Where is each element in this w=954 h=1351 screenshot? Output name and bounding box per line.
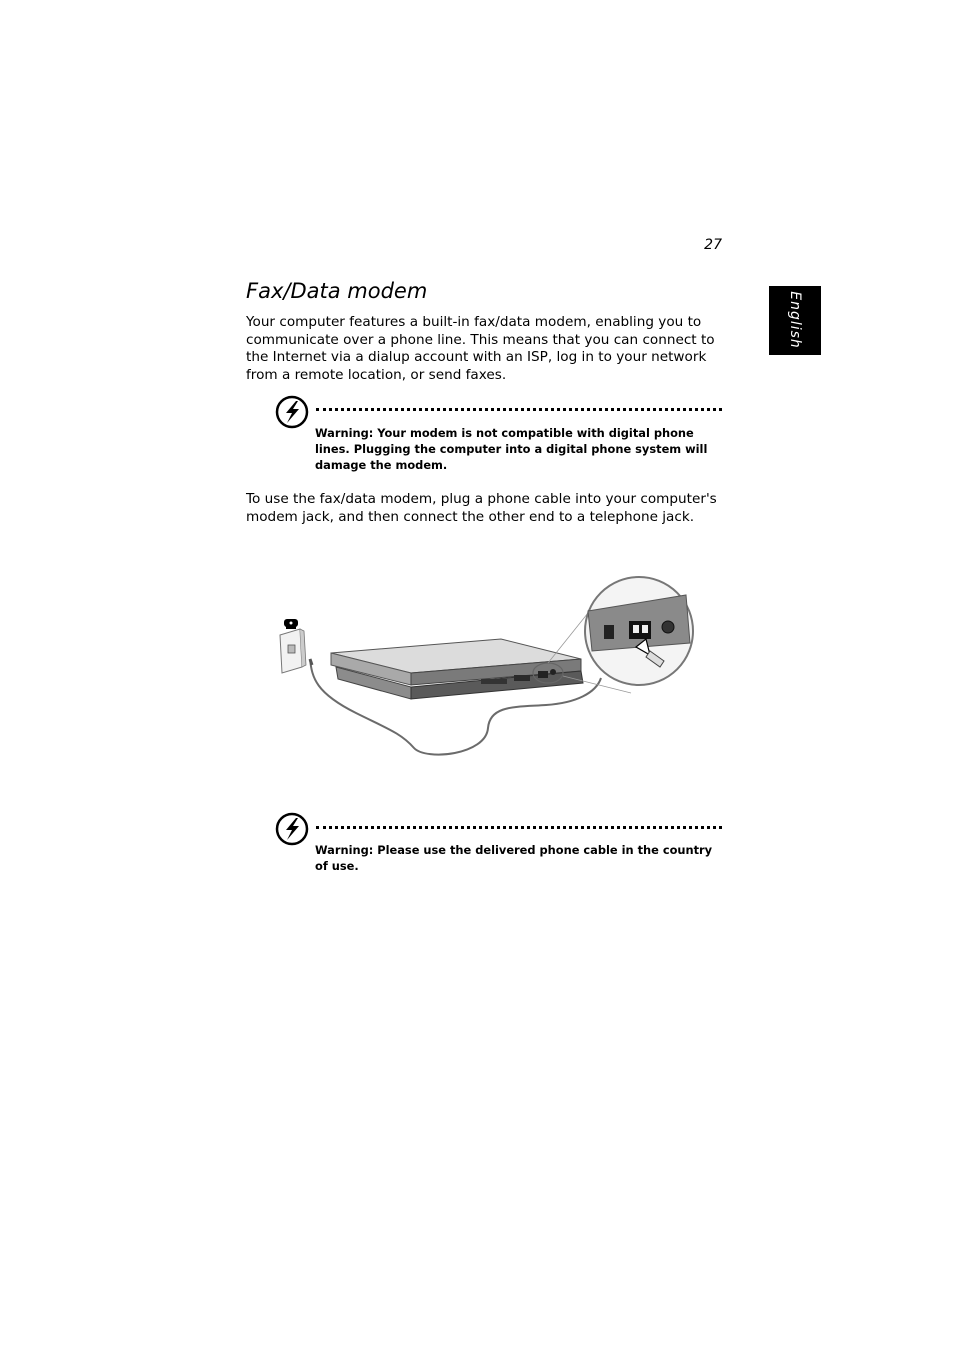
warning-text: Warning: Please use the delivered phone cable in the country of use. bbox=[315, 843, 713, 873]
instruction-paragraph: To use the fax/data modem, plug a phone cable into your computer's modem jack, and then connect the other end to a telephone jack. bbox=[246, 491, 717, 525]
warning-divider bbox=[316, 408, 722, 411]
language-tab bbox=[769, 286, 821, 355]
language-tab-label: English bbox=[787, 291, 803, 349]
laptop-illustration bbox=[331, 639, 583, 699]
section-title: Fax/Data modem bbox=[246, 279, 428, 303]
warning-text: Warning: Your modem is not compatible with digital phone lines. Plugging the computer into a digital phone system will damage the modem. bbox=[315, 426, 708, 472]
page-number: 27 bbox=[704, 237, 722, 253]
telephone-icon bbox=[284, 619, 298, 629]
wall-jack bbox=[280, 629, 306, 673]
warning-lightning-icon bbox=[275, 812, 309, 846]
intro-paragraph: Your computer features a built-in fax/data modem, enabling you to communicate over a phone line. This means that you can connect to the Internet via a dialup account with an ISP, log in to your network from a remote location, or send faxes. bbox=[246, 314, 715, 383]
modem-connection-illustration bbox=[276, 543, 696, 769]
warning-lightning-icon bbox=[275, 395, 309, 429]
warning-divider bbox=[316, 826, 722, 829]
